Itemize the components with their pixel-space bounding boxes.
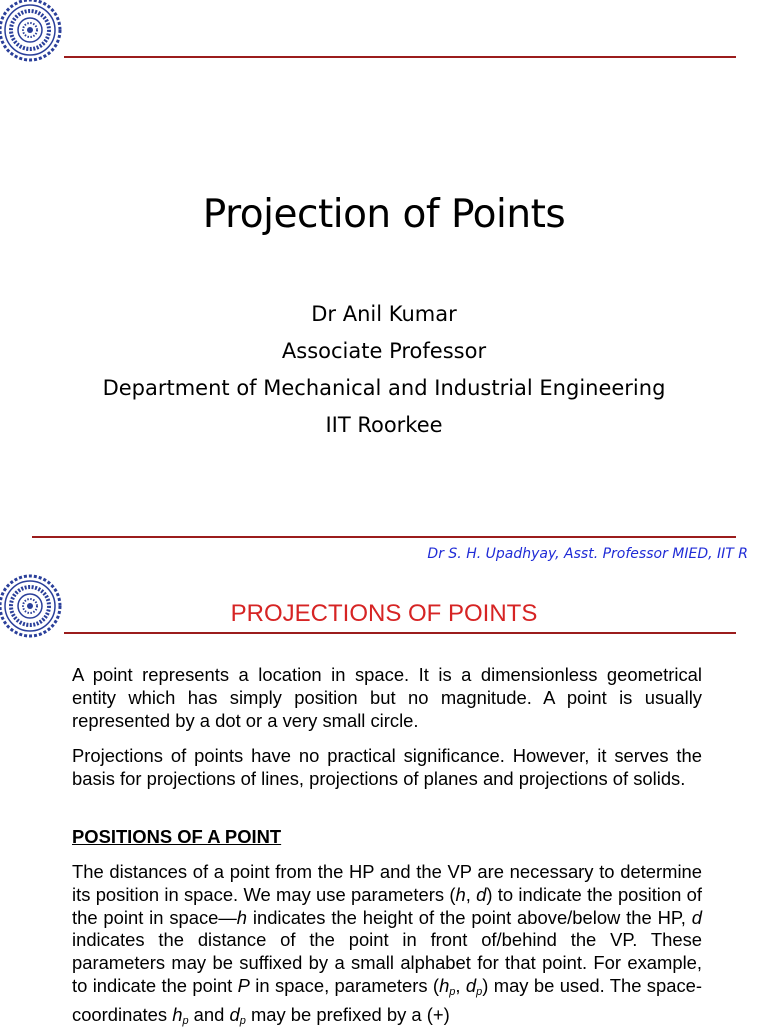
section-title: PROJECTIONS OF POINTS (230, 600, 538, 627)
author-name: Dr Anil Kumar (311, 302, 457, 326)
author-institute: IIT Roorkee (325, 413, 443, 437)
footer-credit: Dr S. H. Upadhyay, Asst. Professor MIED, IIT R (427, 546, 748, 562)
paragraph-significance: Projections of points have no practical significance. However, it serves the basis for projections of lines, projections of planes and projections of solids. (72, 745, 702, 789)
author-department: Department of Mechanical and Industrial Engineering (102, 376, 666, 400)
slide-title: Projection of Points (202, 192, 566, 237)
institute-emblem-icon (0, 0, 63, 63)
footer-rule (32, 536, 736, 538)
header-rule (64, 56, 736, 58)
section-heading: POSITIONS OF A POINT (72, 826, 282, 847)
author-designation: Associate Professor (281, 339, 487, 363)
paragraph-point-definition: A point represents a location in space. It is a dimensionless geometrical entity which has simply position but no magnitude. A point is usually represented by a dot or a very small circle. (72, 664, 702, 731)
paragraph-positions: The distances of a point from the HP and the VP are necessary to determine its position in space. We may use parameters (h, d) to indicate the position of the point in space—h indicates the height of the point above/below the HP, d indicates the distance of the point in front of/behind the VP. These parameters may be suffixed by a small alphabet for that point. For example, to indicate the point P in space, parameters ($h_p$, $d_p$) may be used. The space-coordinates $h_p$ and $d_p$ may be prefixed by a (+) (72, 861, 702, 1027)
section-title-rule (64, 632, 736, 634)
